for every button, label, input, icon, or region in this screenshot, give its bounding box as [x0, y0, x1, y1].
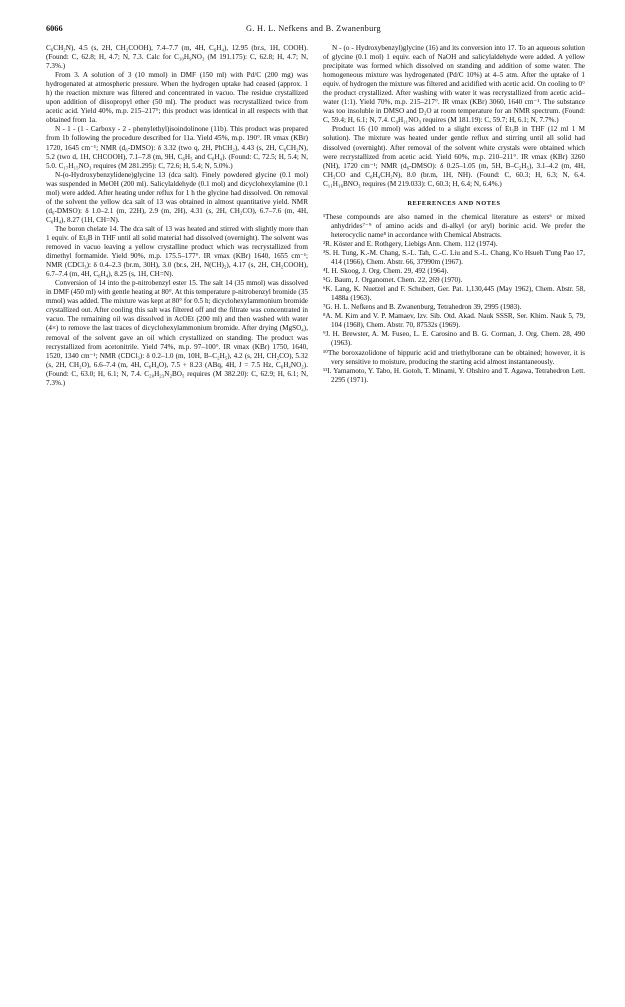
reference-item: ⁹J. H. Brewster, A. M. Fuseo, L. E. Carosino and B. G. Corman, J. Org. Chem. 28, 490 (1963).	[323, 330, 585, 348]
reference-item: ³S. H. Tung, K.-M. Chang, S.-L. Tah, C.-C. Liu and S.-L. Chang, K'o Hsueh T'ung Pao 17, 414 (1966), Chem. Abstr. 66, 37990m (1967).	[323, 248, 585, 267]
paragraph: N - (o - Hydroxybenzyl)glycine (16) and its conversion into 17. To an aqueous solution of glycine (0.1 mol) 1 equiv. each of NaOH and salicylaldehyde were added. A yellow precipitate was formed which dissolved on standing and addition of some water. The homogeneous mixture was hydrogenated (Pd/C 10%) at 4–5 atm. After the uptake of 1 equiv. of hydrogen the mixture was filtered and acidified with acetic acid. On cooling to 0° the product crystallized. After washing with water it was recrystallized from acetic acid–water (1:1). Yield 70%, m.p. 215–217°. IR νmax (KBr) 3060, 1640 cm⁻¹. The substance was too insoluble in DMSO and D₂O at room temperature for an NMR spectrum. (Found: C, 59.4; H, 6.1; N, 7.4. C₉H₁₁NO₃ requires (M 181.19): C, 59.7; H, 6.1; N, 7.7%.)	[323, 44, 585, 125]
reference-item: ⁴I. H. Skoog, J. Org. Chem. 29, 492 (1964).	[323, 267, 449, 276]
running-header	[46, 24, 586, 38]
left-column	[46, 44, 308, 388]
paragraph: The boron chelate 14. The dca salt of 13 was heated and stirred with slightly more than 1 equiv. of Et₃B in THF until all solid material had dissolved (overnight). The solvent was removed in vacuo leaving a yellow crystalline product which was recrystallized from dimethyl formamide. Yield 90%, m.p. 175.5–177°. IR νmax (KBr) 1640, 1655 cm⁻¹; NMR (CDCl₃): δ 0.4–2.3 (br.m, 30H), 3.0 (br.s, 2H, N(CH)₂), 4.17 (s, 2H, CH₂COOH), 6.7–7.4 (m, 4H, C₆H₄), 8.25 (s, 1H, CH=N).	[46, 224, 308, 279]
page-number: 6066	[46, 24, 63, 33]
reference-item: ⁵G. Baum, J. Organomet. Chem. 22, 269 (1970).	[323, 276, 463, 285]
reference-item: ⁸A. M. Kim and V. P. Mamaev, Izv. Sib. Otd. Akad. Nauk SSSR, Ser. Khim. Nauk 5, 79, 104 (1968), Chem. Abstr. 70, 87532s (1969).	[323, 312, 585, 330]
reference-item: ⁷G. H. L. Nefkens and B. Zwanenburg, Tetrahedron 39, 2995 (1983).	[323, 303, 522, 312]
paragraph: N-(o-Hydroxybenzylidene)glycine 13 (dca salt). Finely powdered glycine (0.1 mol) was suspended in MeOH (200 ml). Salicylaldehyde (0.1 mol) and dicyclohexylamine (0.1 mol) were added. After heating under reflux for 1 h the glycine had dissolved. On removal of the solvent the yellow dca salt of 13 was obtained in almost quantitative yield. NMR (d₆-DMSO): δ 1.0–2.1 (m, 22H), 2.9 (m, 2H), 4.31 (s, 2H, CH₂CO), 6.7–7.6 (m, 4H, C₆H₄), 8.27 (1H, CH=N).	[46, 170, 308, 224]
reference-item: ⁶K. Lang, K. Nuetzel and F. Schubert, Ger. Pat. 1,130,445 (May 1962), Chem. Abstr. 58, 1488a (1963).	[323, 285, 585, 303]
reference-item: ¹⁰The boroxazolidone of hippuric acid and triethylborane can be obtained; however, it is very sensitive to moisture, producing the starting acid almost instantaneously.	[323, 348, 585, 366]
paragraph: Conversion of 14 into the p-nitrobenzyl ester 15. The salt 14 (35 mmol) was dissolved in DMF (450 ml) with gentle heating at 80°. At this temperature p-nitrobenzyl bromide (35 mmol) was added. The mixture was kept at 80° for 0.5 h; dicyclohexylammonium bromide crystallized out. After cooling this salt was filtered off and the filtrate was concentrated in vacuo. The remaining oil was dissolved in AcOEt (200 ml) and then washed with water (4×) to remove the last traces of dicyclohexylammonium bromide. After drying (MgSO₄), removal of the solvent gave an oil which crystallized on standing. The product was recrystallized from acetonitrile. Yield 74%, m.p. 97–100°. IR νmax (KBr) 1750, 1640, 1520, 1340 cm⁻¹; NMR (CDCl₃): δ 0.2–1.0 (m, 10H, B–C₂H₅), 4.2 (s, 2H, CH₂CO), 5.32 (s, 2H, CH₂O), 6.6–7.4 (m, 4H, C₆H₄O), 7.5 + 8.23 (ABq, 4H, J = 7.5 Hz, C₆H₄NO₂). (Found: C, 63.0; H, 6.1; N, 7.4. C₂₀H₂₃N₂BO₅ requires (M 382.20): C, 62.9; H, 6.1; N, 7.3%.)	[46, 279, 308, 387]
running-header-authors: G. H. L. Nefkens and B. Zwanenburg	[246, 24, 381, 33]
paragraph: From 3. A solution of 3 (10 mmol) in DMF (150 ml) with Pd/C (200 mg) was hydrogenated at atmospheric pressure. When the hydrogen uptake had ceased (approx. 1 h) the reaction mixture was filtered and concentrated in vacuo. The residue crystallized upon addition of diisopropyl ether (50 ml). The product was recrystallized twice from acetic acid. Yield 40%, m.p. 215–217°; this product was identical in all respects with that obtained from 1a.	[46, 71, 308, 125]
right-column	[323, 44, 585, 385]
paragraph: C₆CH₂N), 4.5 (s, 2H, CH₂COOH), 7.4–7.7 (m, 4H, C₆H₄), 12.95 (br.s, 1H, COOH). (Found: C, 62.8; H, 4.7; N, 7.3. Calc for C₁₀H₉NO₃ (M 191.175): C, 62.8; H, 4.7; N, 7.3%.)	[46, 44, 308, 71]
reference-item: ¹¹I. Yamamoto, Y. Tabo, H. Gotoh, T. Minami, Y. Ohshiro and T. Agawa, Tetrahedron Lett. 2295 (1971).	[323, 366, 585, 384]
reference-list	[323, 213, 585, 385]
reference-item: ²R. Köster and E. Rothgery, Liebigs Ann. Chem. 112 (1974).	[323, 239, 498, 248]
references-heading: REFERENCES AND NOTES	[407, 199, 501, 207]
paragraph: N - 1 - (1 - Carboxy - 2 - phenylethyl)isoindolinone (11b). This product was prepared from 1b following the procedure described for 11a. Yield 45%, m.p. 190°. IR νmax (KBr) 1720, 1645 cm⁻¹; NMR (d₆-DMSO): δ 3.32 (two q, 2H, PhCH₂), 4.43 (s, 2H, C₆CH₂N), 5.2 (two d, 1H, CHCOOH), 7.1–7.8 (m, 9H, C₆H₅ and C₆H₄). (Found: C, 72.5; H, 5.4; N, 5.0. C₁₇H₁₅NO₃ requires (M 281.295): C, 72.6; H, 5.4; N, 5.0%.)	[46, 125, 308, 170]
paragraph: Product 16 (10 mmol) was added to a slight excess of Et₃B in THF (12 ml 1 M solution). The mixture was heated under gentle reflux and stirring until all solid had dissolved (overnight). After removal of the solvent white crystals were obtained which were recrystallized from acetic acid. Yield 60%, m.p. 210–211°. IR νmax (KBr) 3260 (NH), 1720 cm⁻¹; NMR (d₆-DMSO): δ 0.25–1.05 (m, 5H, B–C₂H₅), 3.1–4.2 (m, 4H, CH₂CO and C₆H₄CH₂N), 8.0 (br.m, 1H, NH). (Found: C, 60.3; H, 6.3; N, 6.4. C₁₁H₁₆BNO₃ requires (M 219.033): C, 60.3; H, 6.4; N, 6.4%.)	[323, 125, 585, 188]
reference-item: ¹These compounds are also named in the chemical literature as esters⁶ or mixed anhydrides⁷⁻⁹ of amino acids and di-alkyl (or aryl) borinic acid. We prefer the heterocyclic name⁸ in accordance with Chemical Abstracts.	[323, 212, 585, 239]
